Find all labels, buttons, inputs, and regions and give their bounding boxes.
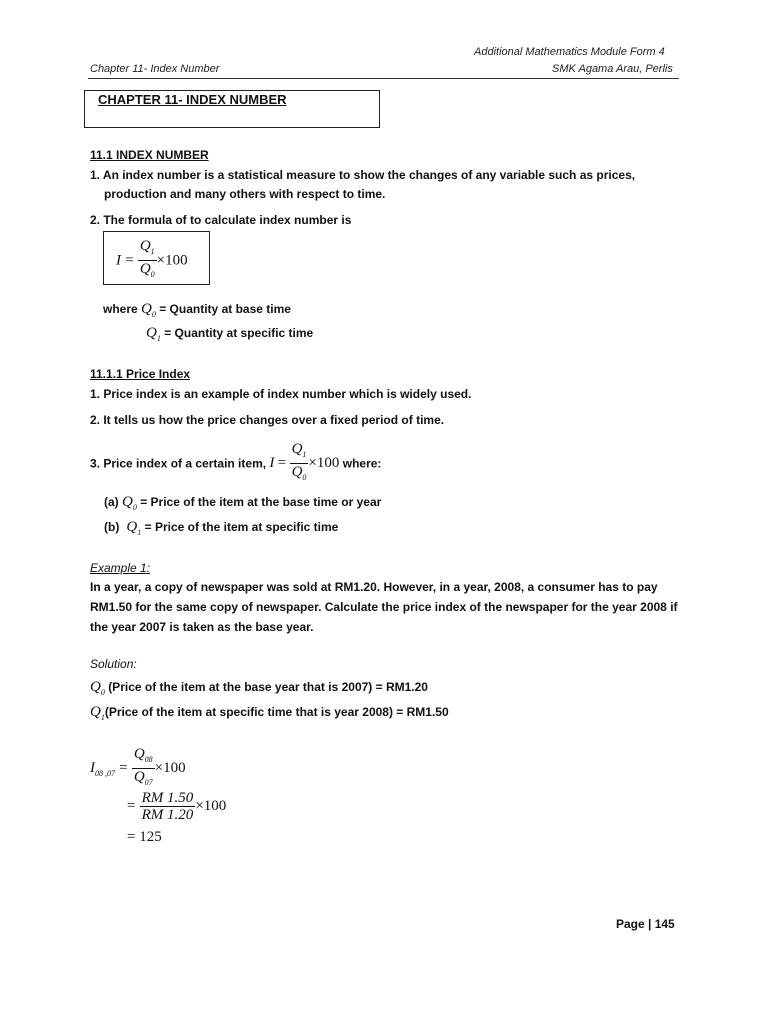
solution-q1: $Q_1(Price$ of the item at specific time that is year 2008) = RM1.50	[90, 704, 449, 722]
paragraph-1a: 1. An index number is a statistical measure to show the changes of any variable such as prices,	[90, 168, 636, 182]
school-name: SMK Agama Arau, Perlis	[552, 63, 673, 75]
price-paragraph-3: 3. Price index of a certain item, I = $\frac{Q_1}{Q_0}$ ×100 where:	[90, 441, 382, 482]
paragraph-2: 2. The formula of to calculate index number is	[90, 213, 352, 227]
example-label: Example 1:	[90, 561, 151, 575]
solution-q0: $Q_0$ (Price of the item at the base year that is 2007) = RM1.20	[90, 679, 428, 697]
page-title: CHAPTER 11- INDEX NUMBER	[98, 92, 287, 107]
page-number: Page | 145	[616, 917, 675, 931]
price-paragraph-1: 1. Price index is an example of index number which is widely used.	[90, 387, 472, 401]
where-q0: where $Q_0$ = Quantity at base time	[103, 301, 291, 319]
chapter-header: Chapter 11- Index Number	[90, 63, 220, 75]
example-line-2: RM1.50 for the same copy of newspaper. Calculate the price index of the newspaper for the year 2008 if	[90, 600, 678, 614]
definition-b: (b) $Q_1$ = Price of the item at specific time	[104, 519, 339, 537]
definition-a: (a) $Q_0$ = Price of the item at the base time or year	[104, 494, 382, 512]
paragraph-1b: production and many others with respect to time.	[104, 187, 386, 201]
calc-result: = 125	[127, 829, 162, 845]
price-paragraph-2: 2. It tells us how the price changes over a fixed period of time.	[90, 413, 445, 427]
example-line-3: the year 2007 is taken as the base year.	[90, 620, 314, 634]
solution-label: Solution:	[90, 657, 137, 671]
header-divider	[88, 78, 679, 79]
section-heading-price-index: 11.1.1 Price Index	[90, 367, 191, 381]
calc-step-1: $I_{08 ,07}$ = $\frac{Q_{08}}{Q_{07}}$ ×100	[90, 746, 186, 787]
module-title: Additional Mathematics Module Form 4	[474, 46, 665, 58]
example-line-1: In a year, a copy of newspaper was sold at RM1.20. However, in a year, 2008, a consumer has to pay	[90, 580, 658, 594]
index-formula: I = $\frac{Q_1}{Q_0}$ ×100	[116, 238, 188, 279]
where-q1: $Q_1$ = Quantity at specific time	[146, 325, 314, 343]
section-heading-index-number: 11.1 INDEX NUMBER	[90, 148, 209, 162]
calc-step-2: = $\frac{RM 1.50}{RM 1.20}$ ×100	[127, 790, 227, 823]
